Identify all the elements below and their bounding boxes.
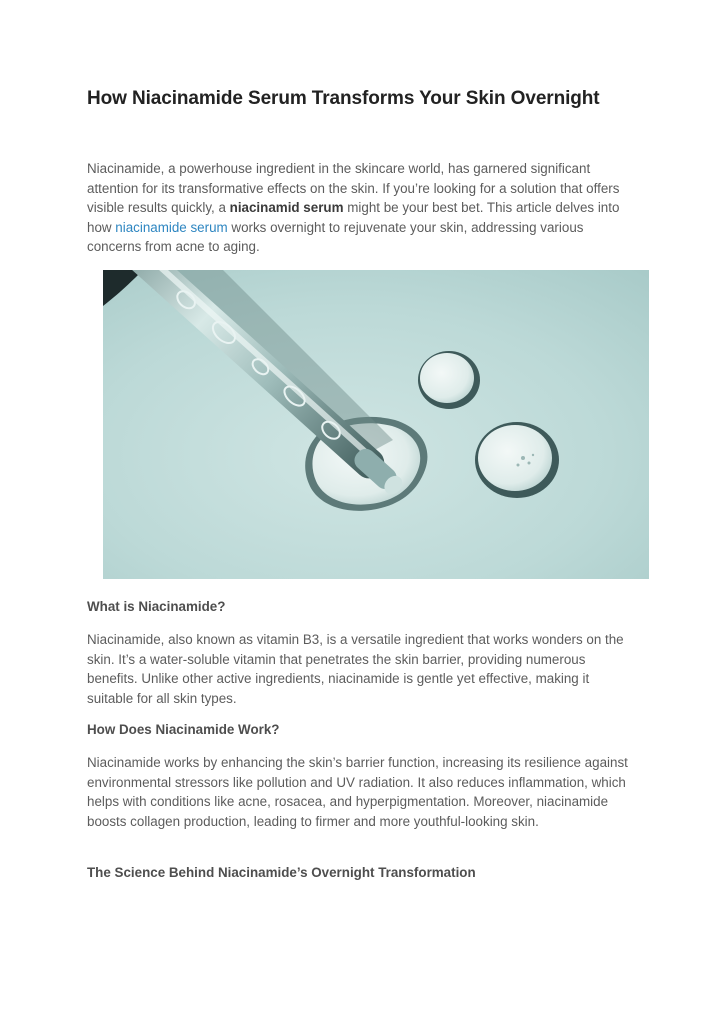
section-heading-science: The Science Behind Niacinamide’s Overnight Transformation [87, 865, 476, 880]
intro-text-1: Niacinamide, a powerhouse ingredient in the skincare world, has garnered significant attention for its transformative effects on the skin. If you’re looking for a solution that offers visible results quickly, a [87, 161, 620, 215]
serum-dropper-illustration [103, 270, 649, 579]
intro-text-2: might be your best bet. This article delves into how [87, 200, 620, 235]
section-body-what-is: Niacinamide, also known as vitamin B3, is a versatile ingredient that works wonders on the skin. It’s a water-soluble vitamin that penetrates the skin barrier, providing numerous benefits. Unlike other active ingredients, niacinamide is gentle yet effective, making it suitable for all skin types. [87, 632, 624, 706]
section-heading-what-is: What is Niacinamide? [87, 599, 226, 614]
intro-paragraph [87, 159, 635, 257]
section-body-how-works: Niacinamide works by enhancing the skin’s barrier function, increasing its resilience against environmental stressors like pollution and UV radiation. It also reduces inflammation, which helps with conditions like acne, rosacea, and hyperpigmentation. Moreover, niacinamide boosts collagen production, leading to firmer and more youthful-looking skin. [87, 755, 628, 829]
intro-bold-term: niacinamid serum [229, 200, 344, 215]
niacinamide-serum-link[interactable]: niacinamide serum [115, 219, 228, 235]
intro-text-3: works overnight to rejuvenate your skin, addressing various concerns from acne to aging. [87, 219, 584, 254]
section-heading-how-works: How Does Niacinamide Work? [87, 722, 280, 737]
article-title: How Niacinamide Serum Transforms Your Skin Overnight [87, 88, 600, 109]
serum-dropper-image [103, 270, 649, 579]
